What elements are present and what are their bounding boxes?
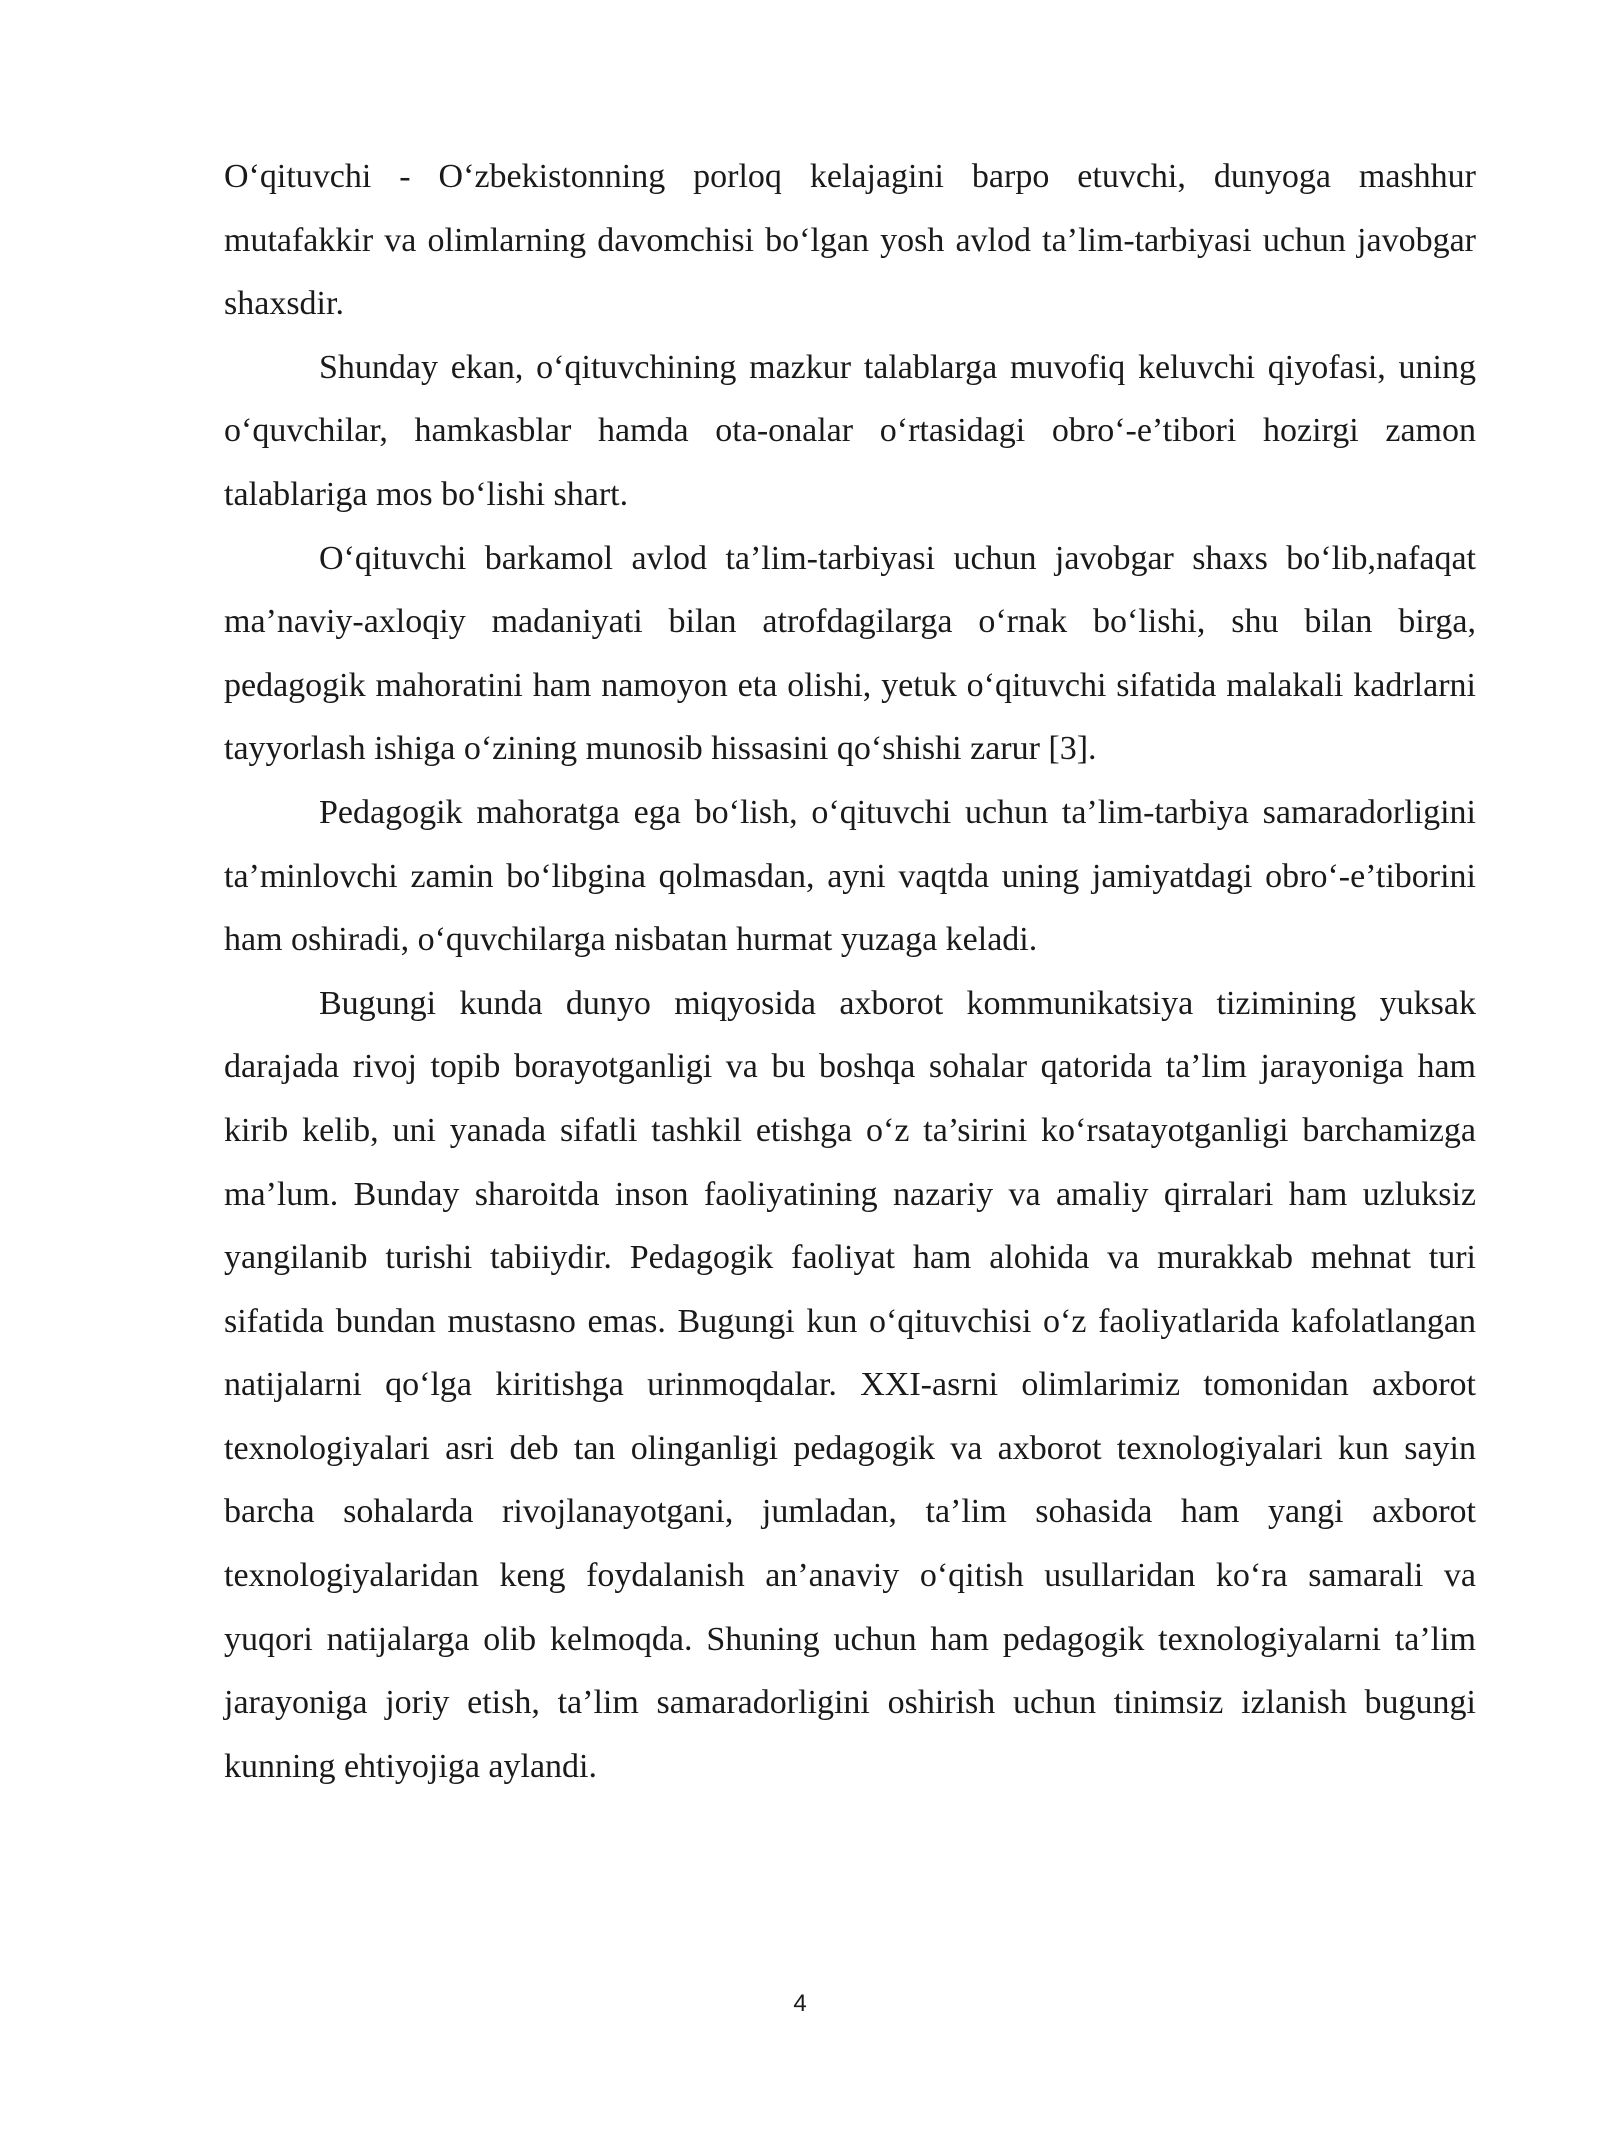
paragraph-4: Pedagogik mahoratga ega bo‘lish, o‘qituvchi uchun ta’lim-tarbiya samaradorligini ta’minlovchi zamin bo‘libgina qolmasdan, ayni vaqtda uning jamiyatdagi obro‘-e’tiborini ham oshiradi, o‘quvchilarga nisbatan hurmat yuzaga keladi. [224,793,1476,959]
paragraph-3: O‘qituvchi barkamol avlod ta’lim-tarbiyasi uchun javobgar shaxs bo‘lib,nafaqat ma’naviy-axloqiy madaniyati bilan atrofdagilarga o‘rnak bo‘lishi, shu bilan birga, pedagogik mahoratini ham namoyon eta olishi, yetuk o‘qituvchi sifatida malakali kadrlarni tayyorlash ishiga o‘zining munosib hissasini qo‘shishi zarur [3]. [224,539,1476,768]
page-number: 4 [793,1990,807,2017]
body-text [224,145,1476,1798]
paragraph-1: O‘qituvchi - O‘zbekistonning porloq kelajagini barpo etuvchi, dunyoga mashhur mutafakkir va olimlarning davomchisi bo‘lgan yosh avlod ta’lim-tarbiyasi uchun javobgar shaxsdir. [224,158,1476,323]
paragraph-5: Bugungi kunda dunyo miqyosida axborot kommunikatsiya tizimining yuksak darajada rivoj topib borayotganligi va bu boshqa sohalar qatorida ta’lim jarayoniga ham kirib kelib, uni yanada sifatli tashkil etishga o‘z ta’sirini ko‘rsatayotganligi barchamizga ma’lum. Bunday sharoitda inson faoliyatining nazariy va amaliy qirralari ham uzluksiz yangilanib turishi tabiiydir. Pedagogik faoliyat ham alohida va murakkab mehnat turi sifatida bundan mustasno emas. Bugungi kun o‘qituvchisi o‘z faoliyatlarida kafolatlangan natijalarni qo‘lga kiritishga urinmoqdalar. XXI-asrni olimlarimiz tomonidan axborot texnologiyalari asri deb tan olinganligi pedagogik va axborot texnologiyalari kun sayin barcha sohalarda rivojlanayotgani, jumladan, ta’lim sohasida ham yangi axborot texnologiyalaridan keng foydalanish an’anaviy o‘qitish usullaridan ko‘ra samarali va yuqori natijalarga olib kelmoqda. Shuning uchun ham pedagogik texnologiyalarni ta’lim jarayoniga joriy etish, ta’lim samaradorligini oshirish uchun tinimsiz izlanish bugungi kunning ehtiyojiga aylandi. [224,984,1476,1785]
paragraph-2: Shunday ekan, o‘qituvchining mazkur talablarga muvofiq keluvchi qiyofasi, uning o‘quvchilar, hamkasblar hamda ota-onalar o‘rtasidagi obro‘-e’tibori hozirgi zamon talablariga mos bo‘lishi shart. [224,348,1476,513]
